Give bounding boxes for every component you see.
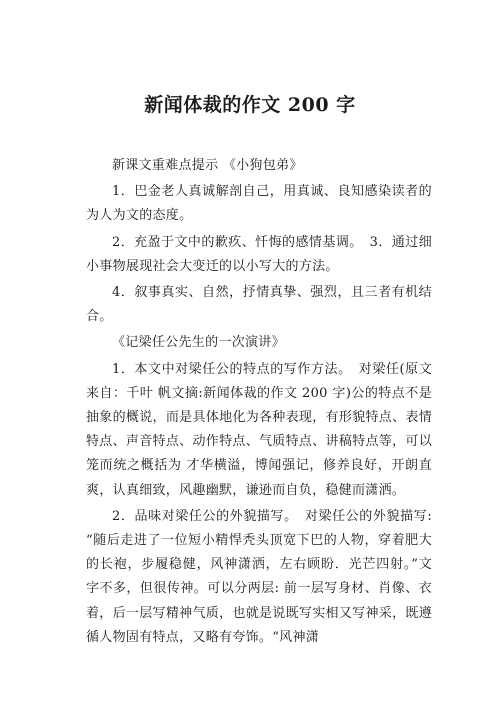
paragraph-point-2-3: 2．充盈于文中的歉疚、忏悔的感情基调。 3．通过细小事物展现社会大变迁的以小写大的方法。: [86, 234, 432, 274]
paragraph-point-1: 1．巴金老人真诚解剖自己，用真诚、良知感染读者的为人为文的态度。: [86, 184, 432, 224]
paragraph-lesson-heading-2: 《记梁任公先生的一次演讲》: [112, 335, 285, 351]
paragraph-section-1: 1．本文中对梁任公的特点的写作方法。 对梁任(原文来自：千叶 帆文摘:新闻体裁的作文 200 字)公的特点不是抽象的概说，而是具体地化为各种表现，有形貌特点、表情特点、声音特点、动作特点、气质特点、讲稿特点等，可以笼而统之概括为 才华横溢，博闻强记，修养良好，开朗直爽，认真细致，风趣幽默，谦逊而自负，稳健而潇洒。: [86, 361, 432, 498]
document-title: 新闻体裁的作文 200 字: [144, 94, 356, 116]
document-body: [86, 154, 432, 652]
paragraph-point-4: 4．叙事真实、自然，抒情真挚、强烈，且三者有机结合。: [86, 285, 432, 325]
paragraph-section-2: 2．品味对梁任公的外貌描写。 对梁任公的外貌描写: “随后走进了一位短小精悍秃头顶宽下巴的人物，穿着肥大的长袍，步履稳健，风神潇洒，左右顾盼．光芒四射。”文字不多，但很传神。可以分两层: 前一层写身材、肖像、衣着，后一层写精神气质，也就是说既写实相又写神采，既遵循人物固有特点，又略有夸饰。“风神潇: [86, 508, 432, 645]
paragraph-lesson-heading: 新课文重难点提示 《小狗包弟》: [112, 158, 303, 173]
